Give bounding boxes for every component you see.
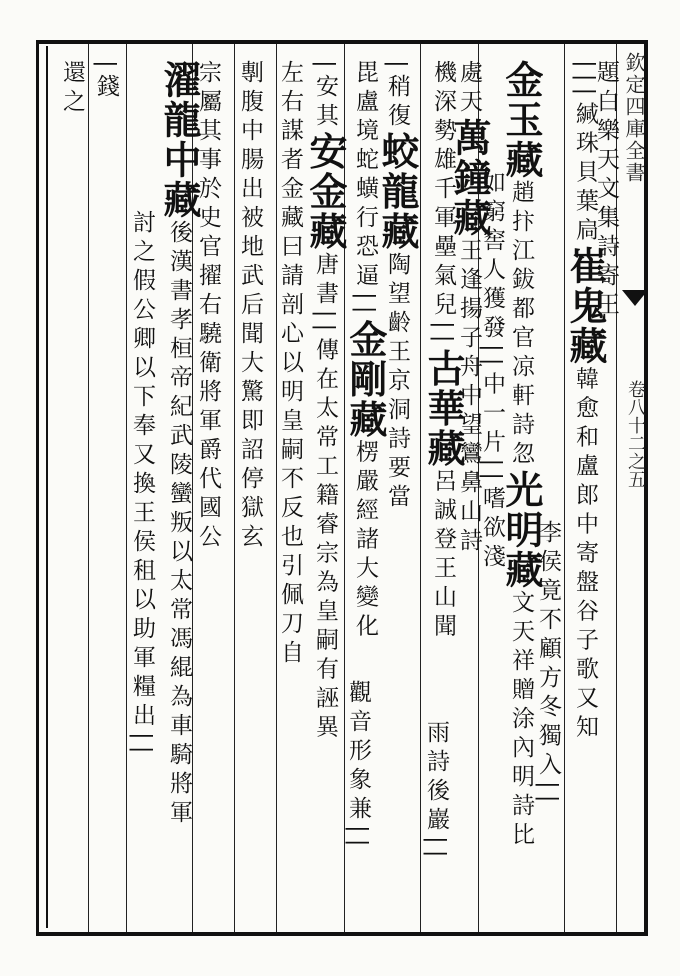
column-text: 宗屬其事於史官擢右驍衛將軍爵代國公 — [195, 60, 221, 553]
entry-heading: 金剛藏 — [343, 319, 388, 440]
column-text: 機深 — [430, 60, 456, 118]
text-column — [303, 60, 348, 744]
column-text: 李侯竟不顧方冬獨入|| — [535, 520, 561, 809]
column-text: 毘盧境 — [352, 60, 378, 147]
column-text: 陶望齡王京洞詩要當 — [384, 251, 410, 513]
column-text: 雨詩後巖|| — [423, 720, 449, 864]
column-text: 勢雄千軍壘氣兒|| — [430, 118, 456, 349]
column-text: 文天祥贈涂內明詩比 — [508, 590, 534, 851]
column-text: 左右 — [277, 60, 303, 118]
entry-heading: 古華藏 — [421, 348, 466, 469]
text-column — [424, 720, 447, 864]
column-text: 楞嚴經諸大變化 — [352, 439, 378, 643]
column-text: 後漢書孝桓帝紀武陵蠻叛以太常馮緄為車騎將軍 — [166, 220, 192, 829]
spine-volume: 卷八十二之五 — [625, 380, 646, 488]
column-text: 如窮窖人獲發|| — [479, 170, 505, 372]
column-text: |安其 — [312, 60, 338, 132]
column-rule — [126, 44, 127, 932]
entry-heading: 蛟龍藏 — [375, 131, 420, 252]
column-text: |錢 — [93, 60, 119, 103]
entry-heading: 光明藏 — [499, 470, 544, 590]
text-column — [278, 60, 301, 669]
column-text: 剸腹中腸出被地武后聞大驚即詔停獄玄 — [237, 60, 263, 553]
text-column — [157, 60, 202, 829]
entry-heading: 安金藏 — [303, 131, 348, 252]
column-text: 觀音形象兼|| — [345, 680, 371, 853]
column-text: |稍復 — [384, 60, 410, 132]
text-column — [421, 60, 466, 643]
column-text: 還之 — [59, 60, 85, 118]
column-text: 唐書||傳在太常工籍睿宗為皇嗣有誣異 — [312, 251, 338, 744]
column-rule — [420, 44, 421, 932]
column-text: 呂誠登王山聞 — [430, 468, 456, 643]
text-column — [60, 60, 83, 118]
text-column — [499, 60, 544, 851]
column-text: 謀者金藏曰請剖心以明皇嗣不反也引佩刀自 — [277, 118, 303, 669]
column-text: 討之假公卿以下奉又換王侯租以助軍糧出|| — [129, 210, 155, 760]
entry-heading: 崔鬼藏 — [563, 246, 608, 367]
text-column — [238, 60, 261, 553]
text-column — [130, 210, 153, 760]
column-rule — [234, 44, 235, 932]
column-rule — [564, 44, 565, 932]
column-text: |||緘珠貝葉扃 — [572, 60, 598, 247]
entry-heading: 濯龍中藏 — [157, 60, 202, 220]
entry-heading: 金玉藏 — [499, 60, 544, 180]
text-column — [343, 60, 388, 643]
text-column — [346, 680, 369, 853]
text-column — [94, 60, 117, 103]
column-text: 處天 — [456, 60, 482, 118]
entry-heading: 萬鐘藏 — [447, 118, 492, 238]
column-text: 中一片||嗜欲淺 — [479, 371, 505, 573]
left-border-rule — [46, 46, 48, 928]
column-text: 韓愈和盧郎中寄盤谷子歌又知 — [572, 366, 598, 744]
column-rule — [88, 44, 89, 932]
column-text: 題白樂天文集詩寄王 — [593, 60, 619, 321]
column-text: 蛇蟥行恐逼|| — [352, 147, 378, 320]
column-text: 王逢揚子舟中望鸞鼻山詩 — [456, 238, 482, 557]
spine-title: 欽定四庫全書 — [622, 52, 646, 184]
fishtail-ornament — [622, 290, 648, 306]
column-text: 趙抃江鈸都官凉軒詩忽 — [508, 180, 534, 470]
